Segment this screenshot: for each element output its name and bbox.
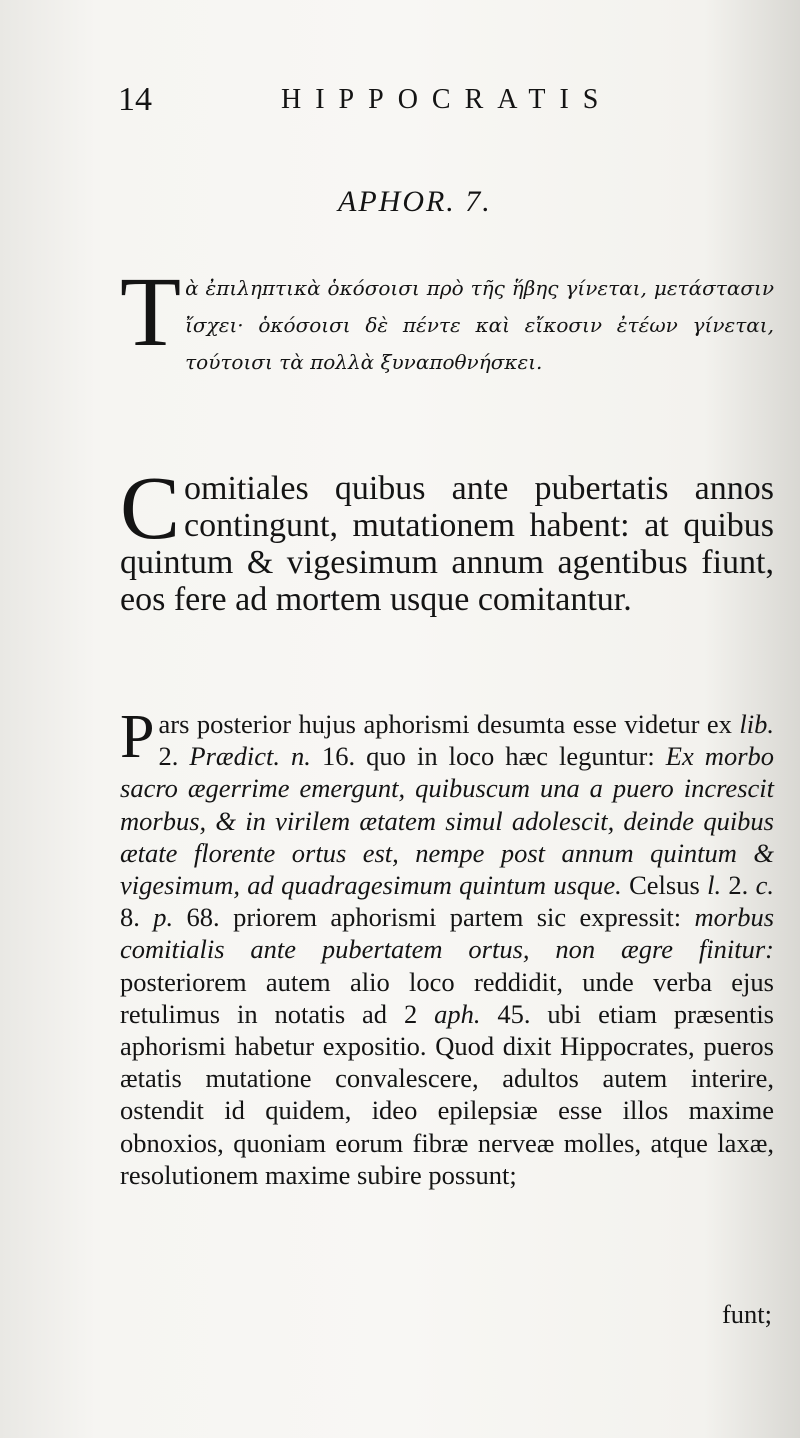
commentary-citation: Prædict. n. xyxy=(189,741,311,772)
commentary-quotation: Ex morbo sacro ægerrime emergunt, quibuscum una a puero increscit morbus, & in virilem ætatem simul adolescit, deinde quibus ætate florente ortus est, nempe post annum quintum & vigesimum, ad quadragesimum quintum usque. xyxy=(120,741,775,901)
greek-text: ὰ ἐπιληπτικὰ ὁκόσοισι πρὸ τῆς ἥβης γίνεται, μετάστασιν ἴσχει· ὁκόσοισι δὲ πέντε καὶ εἴκοσιν ἐτέων γίνεται, τούτοισι τὰ πολλὰ ξυναποθνήσκει. xyxy=(185,276,774,374)
commentary-text: 68. priorem aphorismi partem sic expressit: xyxy=(173,902,695,933)
commentary-citation: p. xyxy=(153,902,174,933)
greek-drop-cap: T xyxy=(120,256,182,367)
commentary-text: 2. xyxy=(721,870,756,901)
latin-translation xyxy=(120,459,774,618)
commentary-citation: l. xyxy=(707,870,722,901)
latin-text: omitiales quibus ante pubertatis annos contingunt, mutationem habent: at quibus quintum & vigesimum annum agentibus fiunt, eos fere ad mortem usque comitantur. xyxy=(120,470,774,618)
commentary-citation: aph. xyxy=(434,998,481,1029)
commentary-text: 45. ubi etiam præsentis aphorismi habetur expositio. Quod dixit Hippocrates, pueros ætatis mutatione convalescere, adultos autem interire, ostendit id quidem, ideo epilepsiæ esse illos maxime obnoxios, quoniam eorum fibræ nerveæ molles, atque laxæ, resolutionem maxime subire possunt; xyxy=(120,998,774,1190)
commentary-text: Celsus xyxy=(621,870,708,901)
commentary-text: 8. xyxy=(120,902,154,933)
commentary-citation: lib. xyxy=(739,709,774,739)
greek-aphorism xyxy=(120,256,774,381)
running-head: HIPPOCRATIS xyxy=(281,84,613,115)
commentary-text: 16. quo in loco hæc leguntur: xyxy=(310,741,666,772)
page-header xyxy=(118,72,678,122)
commentary-text: ars posterior hujus aphorismi desumta esse videtur ex xyxy=(158,709,740,739)
commentary-citation: c. xyxy=(755,870,774,901)
commentary-text: 2. xyxy=(158,741,190,772)
commentary-paragraph xyxy=(120,703,775,1191)
commentary-drop-cap: P xyxy=(120,703,155,771)
catchword: funt; xyxy=(721,1299,772,1329)
page-number: 14 xyxy=(118,81,152,118)
commentary-text: posteriorem autem alio loco reddidit, unde verba ejus retulimus in notatis ad 2 xyxy=(120,966,774,1029)
aphorism-heading: APHOR. 7. xyxy=(338,185,492,218)
commentary-quotation: morbus comitialis ante pubertatem ortus, non ægre finitur: xyxy=(120,902,775,965)
latin-drop-cap: C xyxy=(120,459,181,558)
